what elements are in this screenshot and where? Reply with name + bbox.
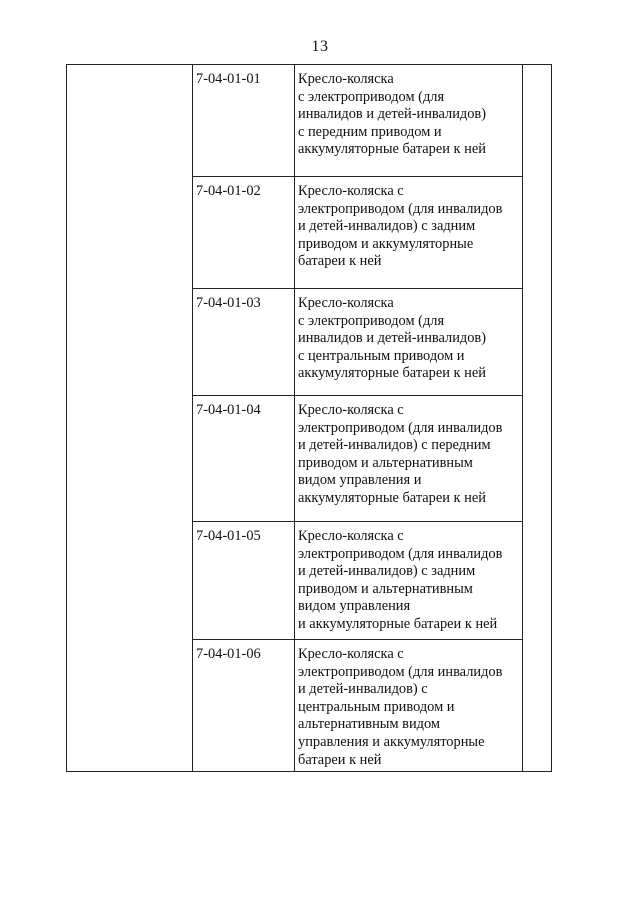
product-description: Кресло-коляска с электроприводом (для инвалидов и детей-инвалидов) с задним приводом и аккумуляторные батареи к ней (298, 183, 503, 270)
product-table (66, 64, 552, 772)
product-code-cell (193, 65, 295, 177)
product-code-cell (193, 640, 295, 772)
product-code: 7-04-01-06 (196, 646, 261, 662)
product-code-cell (193, 396, 295, 522)
product-code-cell (193, 289, 295, 396)
product-description: Кресло-коляска с электроприводом (для инвалидов и детей-инвалидов) с центральным приводом и аккумуляторные батареи к ней (298, 295, 486, 382)
page-number: 13 (311, 38, 329, 55)
product-description-cell (295, 65, 523, 177)
product-description: Кресло-коляска с электроприводом (для инвалидов и детей-инвалидов) с центральным приводом и альтернативным видом управления и аккумуляторные батареи к ней (298, 646, 503, 768)
product-description: Кресло-коляска с электроприводом (для инвалидов и детей-инвалидов) с задним приводом и альтернативным видом управления и аккумуляторные батареи к ней (298, 528, 503, 632)
empty-cell-left (67, 65, 193, 772)
product-description: Кресло-коляска с электроприводом (для инвалидов и детей-инвалидов) с передним приводом и аккумуляторные батареи к ней (298, 71, 486, 158)
empty-cell-right (523, 65, 552, 772)
product-code: 7-04-01-02 (196, 183, 261, 199)
product-code: 7-04-01-03 (196, 295, 261, 311)
product-code-cell (193, 522, 295, 640)
product-description-cell (295, 396, 523, 522)
product-code: 7-04-01-01 (196, 71, 261, 87)
product-code-cell (193, 177, 295, 289)
product-description-cell (295, 522, 523, 640)
product-code: 7-04-01-04 (196, 402, 261, 418)
table-row (67, 65, 552, 177)
product-description-cell (295, 640, 523, 772)
product-description-cell (295, 289, 523, 396)
product-description: Кресло-коляска с электроприводом (для инвалидов и детей-инвалидов) с передним приводом и альтернативным видом управления и аккумуляторные батареи к ней (298, 402, 503, 506)
product-code: 7-04-01-05 (196, 528, 261, 544)
product-description-cell (295, 177, 523, 289)
